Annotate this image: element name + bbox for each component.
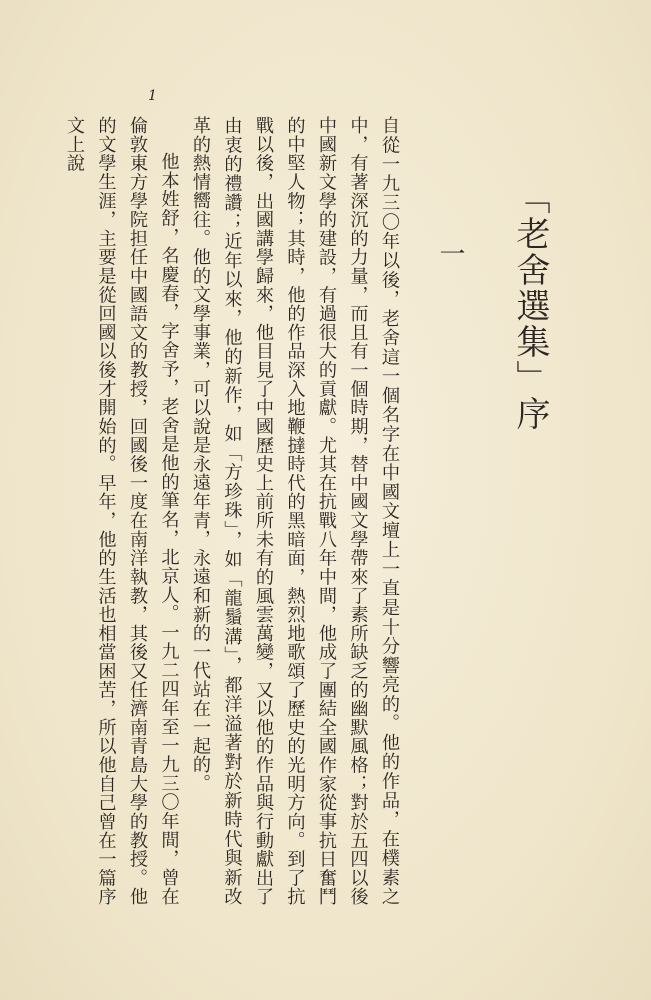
paragraph-1: 自從一九三〇年以後，老舍這一個名字在中國文壇上一直是十分響亮的。他的作品，在樸素之中，有著深沉的力量，而且有一個時期，替中國文學帶來了素所缺乏的幽默風格；對於五四以後中國新文學的建設，有過很大的貢獻。尤其在抗戰八年中間，他成了團結全國作家從事抗日奮鬥的中堅人物；其時，他的作品深入地鞭撻時代的黑暗面，熱烈地歌頌了歷史的光明方向。到了抗戰以後，出國講學歸來，他目見了中國歷史上前所未有的風雲萬變，又以他的作品與行動獻出了由衷的禮讚；近年以來，他的新作，如「方珍珠」，如「龍鬚溝」，都洋溢著對於新時代與新改革的熱情嚮往。他的文學事業，可以說是永遠年青，永遠和新的一代站在一起的。: [190, 116, 400, 906]
body-text: [64, 116, 405, 906]
page-number: 1: [148, 88, 157, 104]
chapter-number: 一: [435, 240, 465, 266]
paragraph-2: 他本姓舒，名慶春，字舍予，老舍是他的筆名，北京人。一九二四年至一九三〇年間，曾在倫敦東方學院担任中國語文的教授，回國後一度在南洋執教，其後又任濟南青島大學的教授。他的文學生涯，主要是從回國以後才開始的。早年，他的生活也相當困苦，所以他自己曾在一篇序文上說: [64, 116, 180, 906]
page-title: 「老舍選集」序: [510, 180, 550, 432]
